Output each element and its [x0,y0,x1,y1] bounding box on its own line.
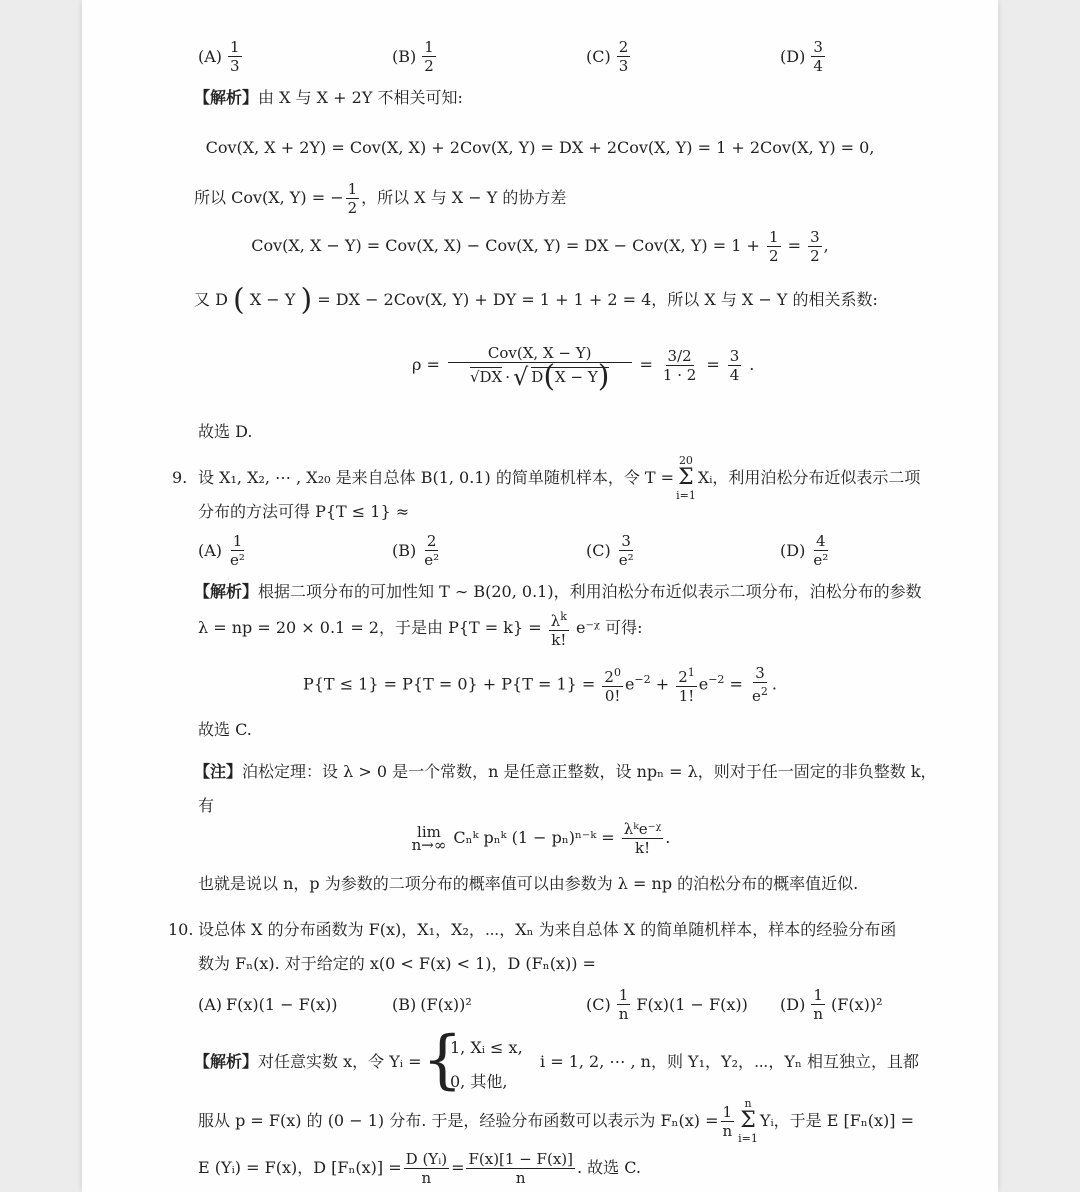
fraction [228,38,242,75]
q10-analysis-line1 [194,1052,422,1072]
q9-note-line2: 有 [198,796,215,815]
text: ρ = [412,355,440,374]
fraction [811,532,830,569]
q10-option-c [586,986,748,1022]
fraction [811,38,825,75]
text: 设 X₁, X₂, ⋯ , X₂₀ 是来自总体 B(1, 0.1) 的简单随机样本，令 T = [198,468,675,487]
lim-sub: n→∞ [411,835,447,854]
poisson-limit-equation: lim n→∞ Cₙᵏ pₙᵏ (1 − pₙ)ⁿ⁻ᵏ = $\frac{\text{λᵏe⁻ᵡ}}{k!}$ . [411,820,671,857]
summation: 20 Σ i=1 [676,454,696,502]
fraction: $\frac{1}{n}$ [722,1102,733,1140]
q10-analysis-line3: E (Yᵢ) = F(x)，D [Fₙ(x)] = $\frac{\text{D (Yᵢ)}}{n}$ = $\frac{F(x)[1 - F(x)]}{n}$ . 故选 C. [198,1149,642,1187]
denominator: e² [230,551,245,569]
note-tag: 【注】 [194,762,243,781]
paren-left: ( [543,359,556,394]
text: 设总体 X 的分布函数为 F(x)，X₁，X₂，⋯，Xₙ 为来自总体 X 的简单随机样本，样本的经验分布函 [198,920,897,939]
q9-analysis-line2 [198,608,643,649]
text: X − Y [555,368,598,386]
text: = DX − 2Cov(X, Y) + DY = 1 + 1 + 2 = 4，所以 X 与 X − Y 的相关系数: [317,290,878,309]
denominator: 4 [729,365,740,384]
q8-option-b [392,38,438,75]
text: 服从 p = F(x) 的 (0 − 1) 分布. 于是，经验分布函数可以表示为 Fₙ(x) = [198,1111,719,1130]
note-text: 泊松定理：设 λ > 0 是一个常数，n 是任意正整数，设 npₙ = λ，则对于任一固定的非负整数 k， [242,762,937,781]
denominator: √DX · √ D ( X − Y ) [469,359,610,394]
q8-analysis-line2 [194,180,566,217]
fraction [661,347,698,384]
fraction: $\frac{1}{n}$ [813,985,823,1023]
text: Yᵢ，于是 E [Fₙ(x)] = [759,1111,915,1130]
text: X − Y [249,290,296,309]
denominator: e² [618,551,634,569]
text: λ = np = 20 × 0.1 = 2，于是由 P{T = k} = [198,618,542,637]
case-2: 0, 其他, [450,1072,508,1091]
option-text: (F(x))² [420,994,472,1014]
q8-option-d [780,38,827,75]
option-label: (C) [586,994,611,1014]
denominator: e² [424,551,440,569]
analysis-text: 根据二项分布的可加性知 T ∼ B(20, 0.1)，利用泊松分布近似表示二项分布，泊松分布的参数 [258,582,922,601]
q10-option-a [198,986,338,1022]
numerator: 3/2 [667,346,692,365]
text: Cov(X, X − Y) = Cov(X, X) − Cov(X, Y) = DX − Cov(X, Y) = 1 + [251,236,760,255]
analysis-text: 对任意实数 x，令 Yᵢ = [258,1052,422,1071]
numerator: 3 [813,38,823,56]
q10-stem-line1 [168,920,896,940]
text: . 故选 C. [576,1158,642,1177]
numerator: 1 [230,38,240,56]
q9-stem-line1 [172,452,920,504]
fraction: $\frac{1}{2}$ [768,228,779,265]
text: P{T ≤ 1} = P{T = 0} + P{T = 1} = [302,674,596,694]
fraction: $\frac{F(x)[1 - F(x)]}{n}$ [468,1149,573,1187]
denominator: 2 [424,57,434,75]
numerator: 1 [424,38,434,56]
q10-analysis-line2 [198,1096,914,1146]
q9-option-d [780,532,832,569]
equation-cov-1: Cov(X, X + 2Y) = Cov(X, X) + 2Cov(X, Y) = DX + 2Cov(X, Y) = 1 + 2Cov(X, Y) = 0, [205,138,875,157]
option-label: (C) [586,47,611,66]
q9-option-b [392,532,443,569]
numerator: 1 [232,532,243,550]
fraction: $\frac{2^1}{1!}$ [678,666,695,706]
option-label: (A) [198,541,223,560]
fraction: $\frac{2^0}{0!}$ [604,666,621,706]
lim-text: lim [417,822,441,841]
equation-cov-2: Cov(X, X − Y) = Cov(X, X) − Cov(X, Y) = DX − Cov(X, Y) = 1 + $\frac{1}{2}$ = $\frac{3}{2}$ , [251,228,829,265]
q8-option-c [586,38,632,75]
q9-option-a [198,532,249,569]
q9-conclusion: 故选 C. [198,720,252,739]
q10-analysis-line1-cont: i = 1, 2, ⋯ , n，则 Y₁，Y₂，⋯，Yₙ 相互独立，且都 [540,1052,919,1071]
paren-right: ) [300,282,313,318]
fraction: $\frac{1}{2}$ [347,180,358,217]
analysis-tag: 【解析】 [194,582,259,601]
denominator: 4 [813,57,823,75]
text: e⁻ᵡ 可得: [576,618,643,637]
q10-option-b [392,986,472,1022]
left-brace: { [422,1023,463,1097]
q9-stem-line2: 分布的方法可得 P{T ≤ 1} ≈ [198,502,410,521]
option-label: (B) [392,541,417,560]
numerator: 2 [618,38,629,56]
analysis-text: 由 X 与 X + 2Y 不相关可知: [258,88,463,107]
option-label: (A) [198,994,223,1014]
numerator: 2 [426,532,437,550]
option-text: F(x)(1 − F(x)) [226,994,338,1014]
fraction [422,532,441,569]
option-label: (A) [198,47,223,66]
option-label: (D) [780,541,806,560]
q9-note-line1 [194,762,937,782]
numerator: λᵏe⁻ᵡ [623,820,662,838]
option-label: (D) [780,994,806,1014]
text: E (Yᵢ) = F(x)，D [Fₙ(x)] = [198,1158,402,1177]
text: ，所以 X 与 X − Y 的协方差 [361,188,567,207]
fraction [617,38,631,75]
q8-conclusion: 故选 D. [198,422,253,441]
document-page [82,0,998,1192]
text: 又 D [194,290,228,309]
numerator: D (Yᵢ) [405,1149,448,1168]
fraction [622,820,664,857]
text: 所以 Cov(X, Y) = − [194,188,344,207]
denominator: 1 · 2 [662,365,697,384]
fraction: $\frac{3}{e^2}$ [752,664,768,706]
sum-lower: i=1 [676,489,696,502]
q9-option-c [586,532,638,569]
question-number: 10. [168,920,194,939]
q8-option-a [198,38,244,75]
numerator: 4 [815,532,826,550]
denominator: 3 [230,57,240,75]
analysis-tag: 【解析】 [194,88,259,107]
q10-option-d [780,986,883,1022]
option-label: (D) [780,47,806,66]
denominator: e² [813,551,829,569]
option-label: (B) [392,994,417,1014]
equation-rho: ρ = Cov(X, X − Y) √DX · √ D ( X − Y ) = $\frac{3/2}{1 \cdot 2}$ = $\frac{3}{4}$ . [412,330,754,400]
fraction [617,532,636,569]
text: Cₙᵏ pₙᵏ (1 − pₙ)ⁿ⁻ᵏ = [453,828,615,847]
sum-upper: 20 [678,454,693,467]
q8-analysis-line3 [194,282,878,319]
paren-right: ) [597,359,610,394]
option-label: (B) [392,47,417,66]
denominator: k! [634,839,651,857]
option-text: F(x)(1 − F(x)) [636,994,748,1014]
fraction [228,532,247,569]
q8-analysis-line1 [194,88,463,108]
text: D [531,368,544,386]
q9-analysis-line1 [194,582,922,602]
question-number: 9. [172,468,188,487]
text: = [787,236,802,255]
numerator: 3 [729,346,740,365]
fraction: $\frac{\text{D (Yᵢ)}}{n}$ [405,1149,448,1187]
q10-stem-line2: 数为 Fₙ(x). 对于给定的 x(0 < F(x) < 1)，D (Fₙ(x)) = [198,954,596,973]
option-text: (F(x))² [830,994,883,1014]
fraction: $\frac{\lambda^k}{k!}$ [550,610,567,649]
text: Xᵢ，利用泊松分布近似表示二项 [697,468,921,487]
paren-left: ( [233,282,245,318]
fraction [728,347,742,384]
case-1: 1, Xᵢ ≤ x, [450,1038,523,1057]
q9-equation: P{T ≤ 1} = P{T = 0} + P{T = 1} = $\frac{2^0}{0!}$ $e^{-2}$ + $\frac{2^1}{1!}$ $e^{-2}$ = $\frac{3}{e^2}$ . [302,664,777,706]
denominator: 3 [618,57,629,75]
analysis-tag: 【解析】 [194,1052,259,1071]
fraction [422,38,436,75]
summation: n Σ i=1 [738,1097,758,1145]
numerator: Cov(X, X − Y) [448,344,632,363]
sqrt-dx: √DX [469,368,503,386]
fraction: $\frac{1}{n}$ [618,985,629,1023]
numerator: F(x)[1 − F(x)] [468,1149,573,1168]
limit [411,822,447,854]
numerator: 3 [621,532,631,550]
fraction: $\frac{3}{2}$ [810,228,820,265]
q9-note-line3: 也就是说以 n，p 为参数的二项分布的概率值可以由参数为 λ = np 的泊松分布的概率值近似. [198,874,859,893]
option-label: (C) [586,541,611,560]
